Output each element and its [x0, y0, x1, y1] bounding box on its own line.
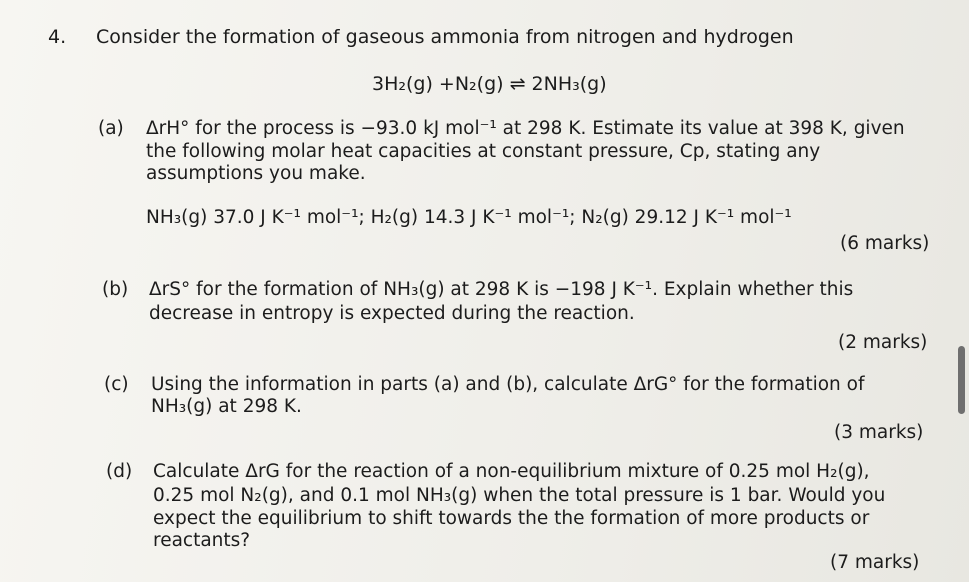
part-a-line-2: the following molar heat capacities at constant pressure, Cp, stating any — [146, 141, 821, 162]
question-number: 4. — [48, 26, 67, 48]
part-a-label: (a) — [98, 118, 124, 139]
scrollbar-thumb[interactable] — [958, 346, 965, 414]
part-a-line-3: assumptions you make. — [146, 163, 366, 184]
question-lead: Consider the formation of gaseous ammonia from nitrogen and hydrogen — [96, 26, 794, 48]
part-c-line-2: NH₃(g) at 298 K. — [151, 396, 302, 417]
part-a-marks: (6 marks) — [840, 233, 930, 254]
part-b-line-2: decrease in entropy is expected during the reaction. — [149, 303, 635, 324]
part-b-label: (b) — [102, 279, 129, 300]
part-a-line-1: ΔrH° for the process is −93.0 kJ mol⁻¹ at 298 K. Estimate its value at 398 K, given — [146, 118, 905, 139]
part-c-marks: (3 marks) — [834, 422, 924, 443]
part-b-marks: (2 marks) — [838, 332, 928, 353]
part-d-line-1: Calculate ΔrG for the reaction of a non-equilibrium mixture of 0.25 mol H₂(g), — [153, 461, 870, 482]
heat-capacity-data: NH₃(g) 37.0 J K⁻¹ mol⁻¹; H₂(g) 14.3 J K⁻¹ mol⁻¹; N₂(g) 29.12 J K⁻¹ mol⁻¹ — [146, 207, 792, 228]
part-b-line-1: ΔrS° for the formation of NH₃(g) at 298 K is −198 J K⁻¹. Explain whether this — [149, 279, 854, 300]
part-c-label: (c) — [104, 374, 129, 395]
part-d-line-3: expect the equilibrium to shift towards the the formation of more products or — [153, 508, 870, 529]
reaction-equation: 3H₂(g) +N₂(g) ⇌ 2NH₃(g) — [372, 73, 607, 95]
part-d-label: (d) — [106, 461, 133, 482]
part-c-line-1: Using the information in parts (a) and (b), calculate ΔrG° for the formation of — [151, 374, 865, 395]
part-d-line-4: reactants? — [153, 530, 251, 551]
part-d-marks: (7 marks) — [830, 552, 920, 573]
part-d-line-2: 0.25 mol N₂(g), and 0.1 mol NH₃(g) when the total pressure is 1 bar. Would you — [153, 485, 886, 506]
